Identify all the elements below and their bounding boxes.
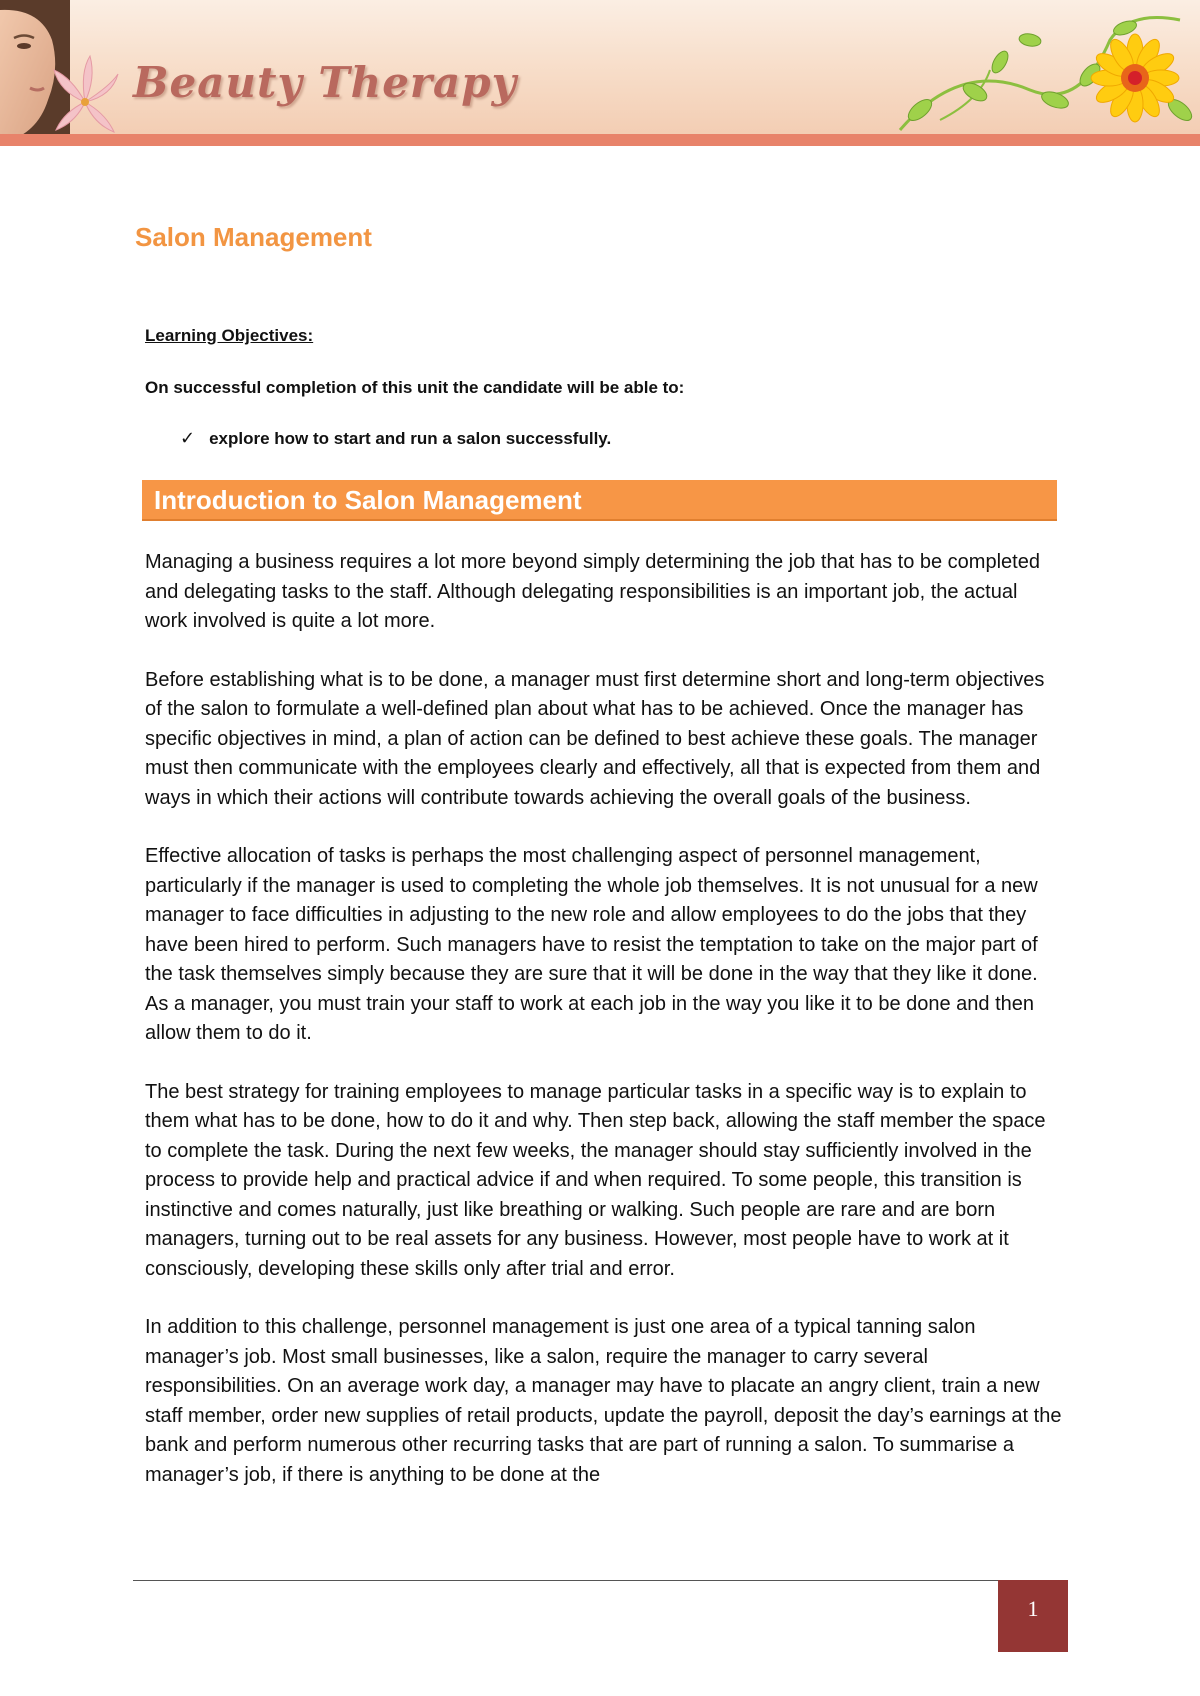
body-text [145,548,1065,1519]
paragraph: Managing a business requires a lot more beyond simply determining the job that has to be completed and delegating tasks to the staff. Although delegating responsibilities is an important job, the actual work involved is quite a lot more. [145,551,1040,632]
paragraph: In addition to this challenge, personnel management is just one area of a typical tanning salon manager’s job. Most small businesses, like a salon, require the manager to carry several responsibilities. On an average work day, a manager may have to placate an angry client, train a new staff member, order new supplies of retail products, update the payroll, deposit the day’s earnings at the bank and perform numerous other recurring tasks that are part of running a salon. To summarise a manager’s job, if there is anything to be done at the [145,1316,1062,1486]
objective-text: explore how to start and run a salon successfully. [209,428,612,448]
header-accent-bar [0,134,1200,146]
objectives-heading: Learning Objectives: [145,326,314,345]
document-title: Salon Management [135,222,372,252]
header-banner [0,0,1200,136]
lily-flower-icon [50,52,120,136]
paragraph: The best strategy for training employees to manage particular tasks in a specific way is to explain to them what has to be done, how to do it and why. Then step back, allowing the staff member the space to complete the task. During the next few weeks, the manager should stay sufficiently involved in the process to provide help and practical advice if and when required. To some people, this transition is instinctive and comes naturally, just like breathing or walking. Such people are rare and are born managers, turning out to be real assets for any business. However, most people have to work at it consciously, developing these skills only after trial and error. [145,1080,1046,1280]
footer-rule [133,1580,998,1581]
paragraph: Effective allocation of tasks is perhaps the most challenging aspect of personnel management, particularly if the manager is used to completing the whole job themselves. It is not unusual for a new manager to face difficulties in adjusting to the new role and allow employees to do the jobs that they have been hired to perform. Such managers have to resist the temptation to take on the major part of the task themselves simply because they are sure that it will be done in the way that they like it done. As a manager, you must train your staff to work at each job in the way you like it to be done and then allow them to do it. [145,845,1038,1044]
section-title: Introduction to Salon Management [154,485,582,515]
section-heading-band [142,480,1057,521]
paragraph: Before establishing what is to be done, a manager must first determine short and long-term objectives of the salon to formulate a well-defined plan about what has to be achieved. Once the manager has specific objectives in mind, a plan of action can be defined to best achieve these goals. The manager must then communicate with the employees clearly and effectively, all that is expected from them and ways in which their actions will contribute towards achieving the overall goals of the business. [145,668,1045,809]
sunflower-vine-decoration [880,0,1200,136]
page-number-badge [998,1580,1068,1652]
objective-item [180,428,611,449]
brand-title: Beauty Therapy [133,58,518,107]
objectives-intro: On successful completion of this unit the candidate will be able to: [145,378,685,397]
page-number: 1 [1027,1596,1039,1621]
check-icon: ✓ [180,428,196,448]
